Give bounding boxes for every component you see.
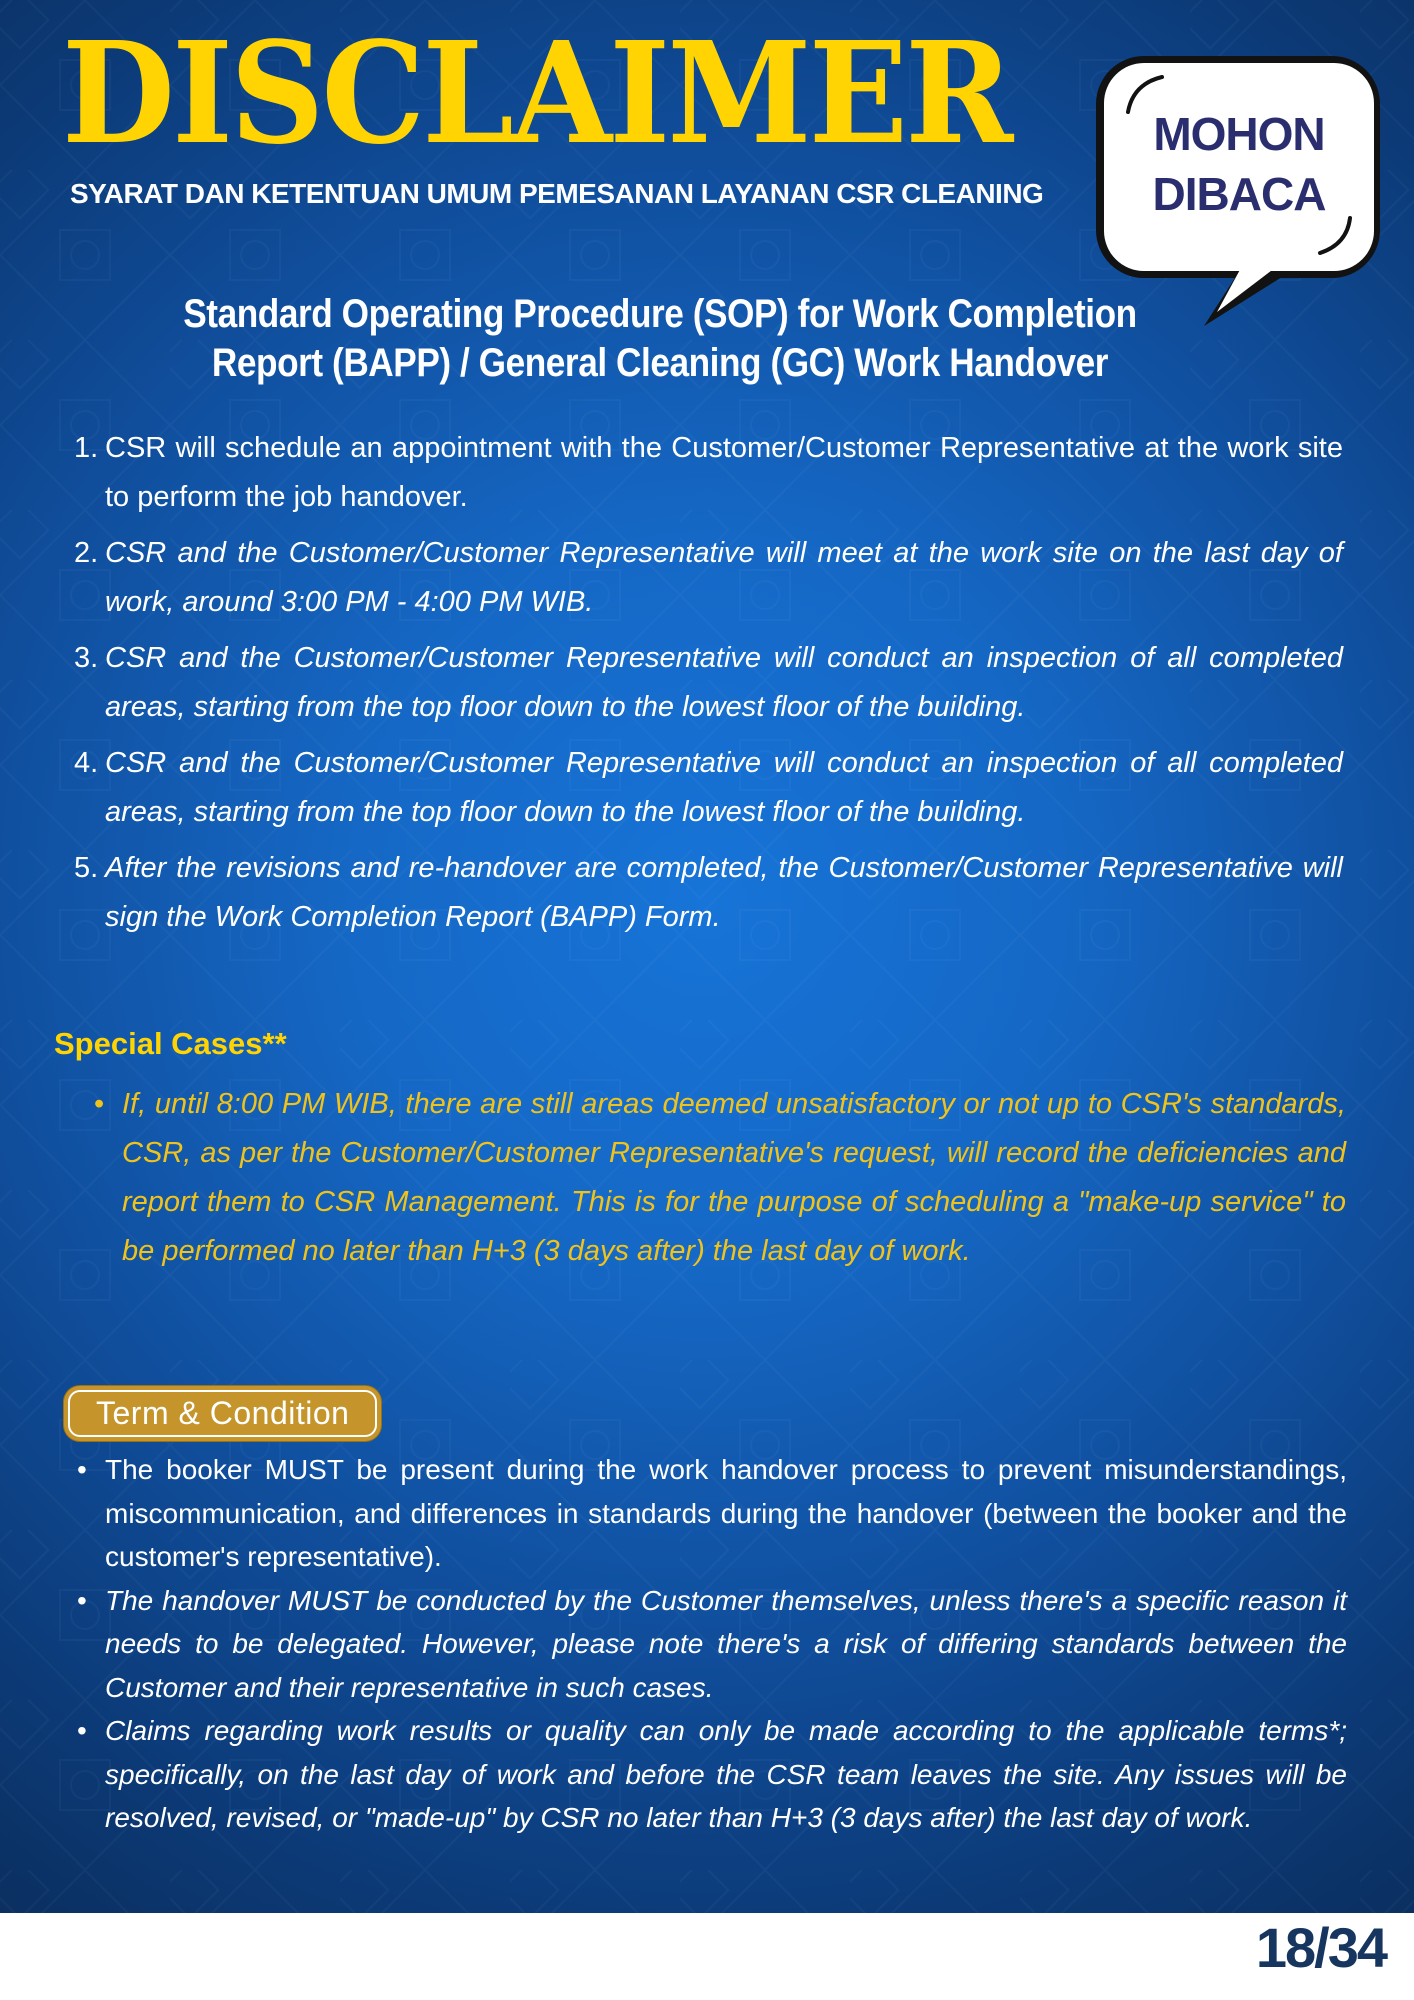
sop-list-item (74, 424, 1343, 522)
page-subtitle: SYARAT DAN KETENTUAN UMUM PEMESANAN LAYANAN CSR CLEANING (70, 178, 1044, 209)
term-bullet (105, 1579, 1347, 1710)
sop-list-item (74, 634, 1343, 732)
term-bullet-text: Claims regarding work results or quality can only be made according to the applicable terms*; specifically, on the last day of work and before the CSR team leaves the site. Any issues will be resolved, revised, or "made-up" by CSR no later than H+3 (3 days after) the last day of work. (105, 1715, 1347, 1833)
list-item-number: 1. (74, 432, 99, 464)
sop-heading-line2: Report (BAPP) / General Cleaning (GC) Work Handover (211, 341, 1109, 385)
bubble-text (1104, 104, 1374, 224)
term-bullet (105, 1709, 1347, 1840)
term-bullet-text: The booker MUST be present during the work handover process to prevent misunderstandings, miscommunication, and differences in standards during the handover (between the booker and the customer's representative). (105, 1454, 1347, 1572)
term-bullet (105, 1448, 1347, 1579)
list-item-text: CSR will schedule an appointment with the Customer/Customer Representative at the work site to perform the job handover. (105, 432, 1343, 513)
list-item-number: 4. (74, 747, 99, 779)
term-condition-label: Term & Condition (68, 1390, 377, 1437)
list-item-text: CSR and the Customer/Customer Representative will conduct an inspection of all completed areas, starting from the top floor down to the lowest floor of the building. (105, 747, 1343, 828)
term-condition-list (105, 1448, 1347, 1840)
special-case-text: If, until 8:00 PM WIB, there are still areas deemed unsatisfactory or not up to CSR's standards, CSR, as per the Customer/Customer Representative's request, will record the deficiencies and report them to CSR Management. This is for the purpose of scheduling a "make-up service" to be performed no later than H+3 (3 days after) the last day of work. (122, 1088, 1346, 1267)
list-item-text: CSR and the Customer/Customer Representative will conduct an inspection of all completed areas, starting from the top floor down to the lowest floor of the building. (105, 642, 1343, 723)
sop-numbered-list (74, 424, 1343, 949)
page-number: 18/34 (1255, 1916, 1386, 1979)
special-cases-heading: Special Cases** (54, 1026, 287, 1061)
sop-heading (79, 290, 1241, 388)
bubble-text-line2: DIBACA (1152, 168, 1326, 220)
sop-heading-line1: Standard Operating Procedure (SOP) for Work Completion (183, 292, 1137, 336)
sop-list-item (74, 529, 1343, 627)
list-item-number: 5. (74, 852, 99, 884)
term-condition-badge (64, 1386, 381, 1441)
list-item-number: 2. (74, 537, 99, 569)
term-bullet-text: The handover MUST be conducted by the Customer themselves, unless there's a specific reason it needs to be delegated. However, please note there's a risk of differing standards between the Customer and their representative in such cases. (105, 1584, 1347, 1703)
footer (0, 1913, 1414, 2000)
list-item-number: 3. (74, 642, 99, 674)
page-title: DISCLAIMER (62, 12, 1011, 176)
list-item-text: CSR and the Customer/Customer Representative will meet at the work site on the last day of work, around 3:00 PM - 4:00 PM WIB. (105, 537, 1343, 618)
sop-list-item (74, 844, 1343, 942)
sop-list-item (74, 739, 1343, 837)
special-cases-list (122, 1080, 1346, 1276)
list-item-text: After the revisions and re-handover are completed, the Customer/Customer Representative will sign the Work Completion Report (BAPP) Form. (105, 852, 1343, 933)
bubble-text-line1: MOHON (1153, 108, 1325, 160)
speech-bubble (1090, 46, 1390, 331)
special-case-bullet (122, 1080, 1346, 1276)
